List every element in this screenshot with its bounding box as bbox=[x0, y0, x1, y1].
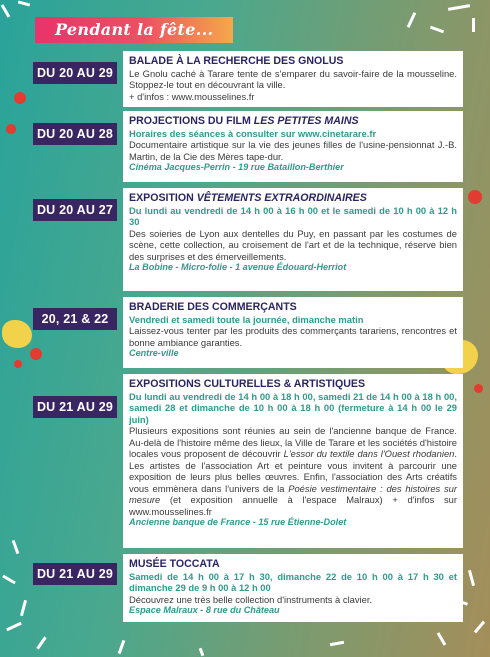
event-location: Centre-ville bbox=[129, 348, 179, 358]
event-date-badge: DU 21 AU 29 bbox=[33, 563, 117, 585]
event-title-expo: VÊTEMENTS EXTRAORDINAIRES bbox=[196, 192, 367, 204]
event-description bbox=[129, 425, 457, 517]
confetti-dot bbox=[14, 360, 22, 368]
event-location: Cinéma Jacques-Perrin - 19 rue Bataillon-Berthier bbox=[129, 162, 344, 172]
event-petites-mains bbox=[123, 111, 463, 182]
confetti-dot bbox=[468, 190, 482, 204]
header-banner bbox=[35, 17, 233, 43]
confetti-blob bbox=[2, 320, 32, 348]
confetti-dash bbox=[12, 540, 20, 554]
confetti-dot bbox=[474, 384, 483, 393]
confetti-dash bbox=[20, 600, 27, 616]
event-description: Le Gnolu caché à Tarare tente de s'emparer du savoir-faire de la mousseline. Stoppez-le tout en découvrant la ville. bbox=[129, 67, 457, 90]
event-schedule: Samedi de 14 h 00 à 17 h 30, dimanche 22 de 10 h 00 à 17 h 30 et dimanche 29 de 9 h 00 à 12 h 00 bbox=[129, 570, 457, 593]
event-date-badge: DU 21 AU 29 bbox=[33, 396, 117, 418]
event-description: Laissez-vous tenter par les produits des commerçants tarariens, rencontres et bonne ambiance garanties. bbox=[129, 325, 457, 348]
event-schedule: Du lundi au vendredi de 14 h 00 à 16 h 00 et le samedi de 10 h 00 à 12 h 30 bbox=[129, 204, 457, 227]
confetti-dash bbox=[330, 641, 344, 646]
confetti-dot bbox=[30, 348, 42, 360]
event-schedule: Vendredi et samedi toute la journée, dimanche matin bbox=[129, 313, 364, 325]
event-toccata bbox=[123, 554, 463, 622]
confetti-dot bbox=[6, 124, 16, 134]
confetti-dash bbox=[118, 640, 126, 654]
confetti-dash bbox=[2, 575, 16, 585]
confetti-dash bbox=[407, 12, 416, 28]
event-title: MUSÉE TOCCATA bbox=[129, 558, 220, 570]
page-title: Pendant la fête... bbox=[55, 20, 214, 39]
event-expositions bbox=[123, 374, 463, 548]
event-date-badge: DU 20 AU 27 bbox=[33, 199, 117, 221]
event-description: Découvrez une très belle collection d'instruments à clavier. bbox=[129, 593, 373, 605]
event-date-badge: 20, 21 & 22 bbox=[33, 308, 117, 330]
event-vetements bbox=[123, 188, 463, 291]
event-title: EXPOSITIONS CULTURELLES & ARTISTIQUES bbox=[129, 378, 366, 390]
event-location: Espace Malraux - 8 rue du Château bbox=[129, 605, 280, 615]
description-part: Plusieurs expositions sont réunies au sein de l'ancienne banque de France. Au-delà de l'histoire même des lieux, la Ville de Tarare et les sociétés d'histoire locales vous proposent de découvrir bbox=[129, 425, 457, 459]
confetti-dash bbox=[430, 26, 444, 34]
event-description: Des soieries de Lyon aux dentelles du Puy, en passant par les costumes de scène, cette collection, au croisement de l'art et de la technique, réserve bien des surprises et des émerveillements. bbox=[129, 227, 457, 262]
event-title-prefix: PROJECTIONS DU FILM bbox=[129, 115, 254, 127]
confetti-dash bbox=[6, 622, 22, 631]
event-location: Ancienne banque de France - 15 rue Étienne-Dolet bbox=[129, 517, 347, 527]
event-title-prefix: EXPOSITION bbox=[129, 192, 197, 204]
event-title: BRADERIE DES COMMERÇANTS bbox=[129, 301, 297, 313]
description-part: (et exposition annuelle à l'espace Malraux) + d'infos sur www.mousselines.fr bbox=[129, 494, 457, 517]
event-title bbox=[129, 115, 457, 128]
event-title-film: LES PETITES MAINS bbox=[253, 115, 359, 127]
confetti-dash bbox=[1, 4, 11, 18]
event-schedule: Du lundi au vendredi de 14 h 00 à 18 h 00, samedi 21 de 14 h 00 à 18 h 00, samedi 28 et dimanche de 10 h 00 à 18 h 00 (fermeture à 14 h 00 le 29 juin) bbox=[129, 390, 457, 425]
confetti-dash bbox=[472, 18, 475, 32]
confetti-dash bbox=[448, 4, 470, 11]
description-italic: L'essor du textile dans l'Ouest rhodanien bbox=[283, 448, 455, 459]
event-title bbox=[129, 192, 457, 205]
confetti-dash bbox=[36, 636, 46, 649]
event-gnolus bbox=[123, 51, 463, 107]
confetti-dot bbox=[14, 92, 26, 104]
event-date-badge: DU 20 AU 29 bbox=[33, 62, 117, 84]
event-braderie bbox=[123, 297, 463, 368]
event-description: Documentaire artistique sur la vie des jeunes filles de l'usine-pensionnat J.-B. Martin, de la Cie des Mères tape-dur. bbox=[129, 139, 457, 162]
confetti-dash bbox=[468, 570, 475, 586]
event-info: + d'infos : www.mousselines.fr bbox=[129, 90, 255, 102]
confetti-dash bbox=[199, 648, 205, 657]
event-title: BALADE À LA RECHERCHE DES GNOLUS bbox=[129, 55, 344, 67]
description-part: . Les artistes de l'association Art et peinture vous invitent à parcourir une exposition de leurs plus belles œuvres. Enfin, l'association des Arts créatifs vous emmènera dans l'univers de la bbox=[129, 448, 457, 494]
event-date-badge: DU 20 AU 28 bbox=[33, 123, 117, 145]
event-location: La Bobine - Micro-folie - 1 avenue Édouard-Herriot bbox=[129, 262, 347, 272]
confetti-dash bbox=[474, 621, 485, 634]
event-schedule: Horaires des séances à consulter sur www.cinetarare.fr bbox=[129, 127, 377, 139]
description-italic: Poésie vestimentaire : des histoires sur mesure bbox=[129, 482, 457, 505]
confetti-dash bbox=[437, 632, 447, 646]
confetti-dash bbox=[18, 0, 30, 6]
